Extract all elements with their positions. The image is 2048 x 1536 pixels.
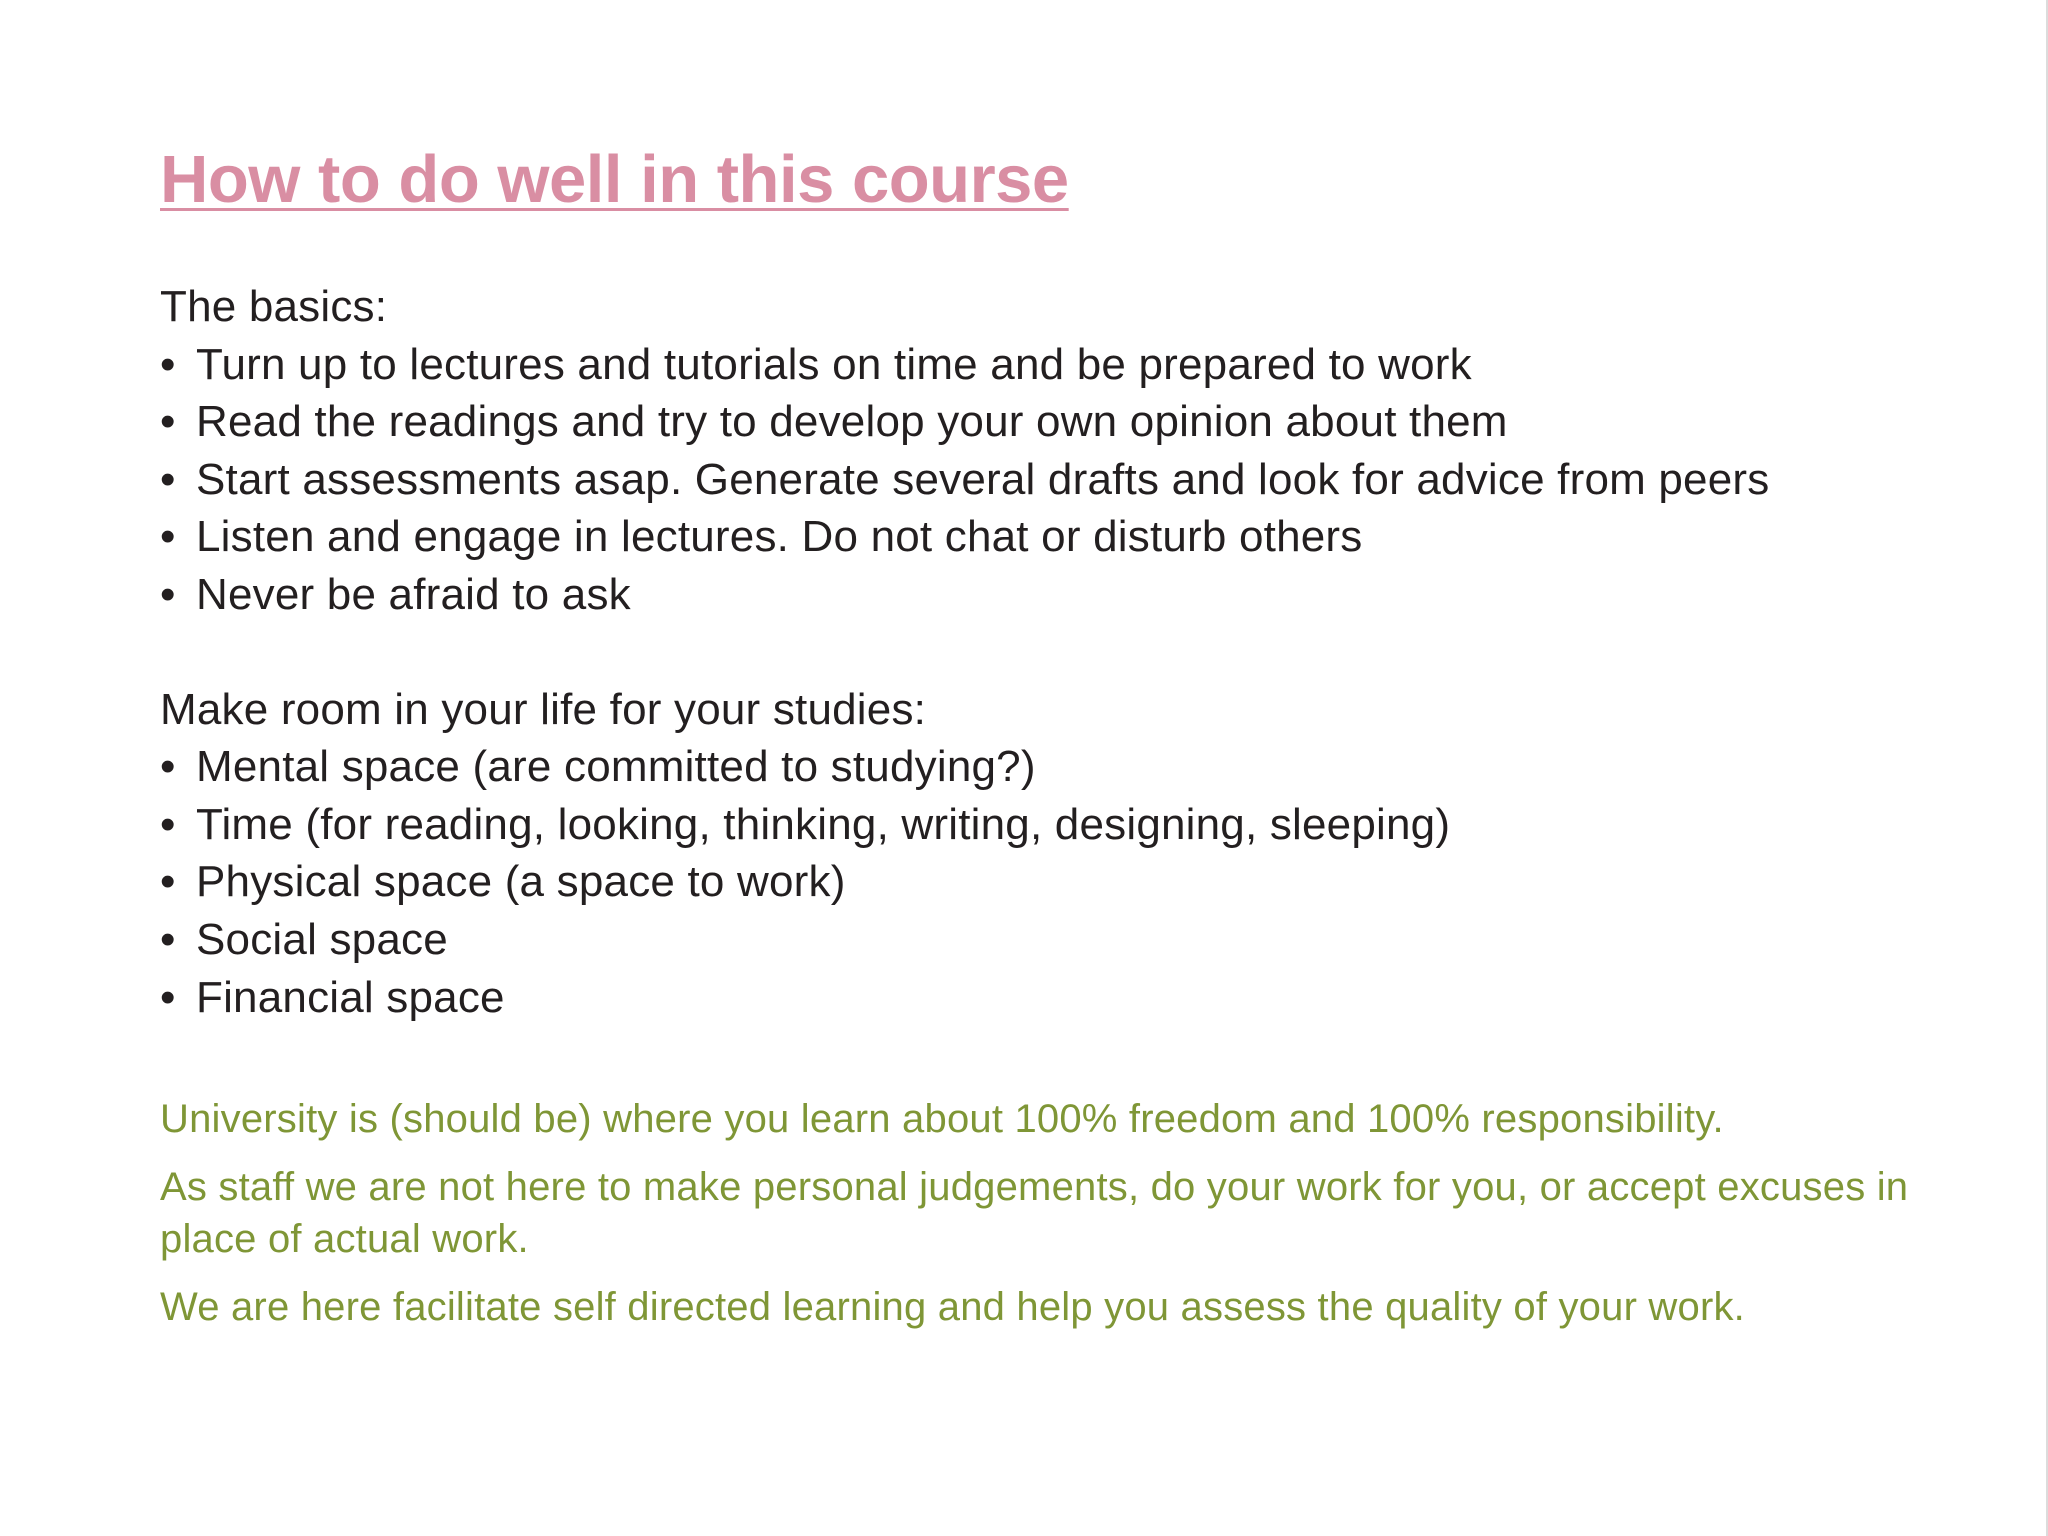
list-item-text: Physical space (a space to work) (196, 857, 846, 907)
statement-paragraph: As staff we are not here to make personal judgements, do your work for you, or accept excuses in place of actual work. (160, 1165, 1909, 1262)
list-item-text: Mental space (are committed to studying?) (196, 742, 1036, 792)
bullet-icon: • (160, 799, 176, 849)
list-item-text: Social space (196, 914, 448, 964)
bullet-icon: • (160, 742, 176, 792)
bullet-icon: • (160, 512, 176, 562)
list-item (160, 969, 1980, 1027)
bullet-icon: • (160, 339, 176, 389)
slide-title: How to do well in this course (160, 142, 1069, 217)
statements-block (160, 1093, 1980, 1333)
room-heading: Make room in your life for your studies: (160, 684, 927, 734)
bullet-icon: • (160, 569, 176, 619)
list-item-text: Financial space (196, 972, 505, 1022)
list-item-text: Read the readings and try to develop your own opinion about them (196, 397, 1508, 447)
list-item (160, 911, 1980, 969)
bullet-icon: • (160, 972, 176, 1022)
list-item (160, 738, 1980, 796)
list-item (160, 393, 1980, 451)
list-item (160, 853, 1980, 911)
basics-heading: The basics: (160, 282, 388, 331)
list-item-text: Never be afraid to ask (196, 569, 631, 619)
list-item (160, 336, 1980, 394)
list-item (160, 508, 1980, 566)
list-item (160, 451, 1980, 509)
list-item-text: Turn up to lectures and tutorials on time and be prepared to work (196, 339, 1472, 389)
basics-list (160, 336, 1980, 624)
basics-section (160, 278, 1980, 624)
list-item-text: Time (for reading, looking, thinking, writing, designing, sleeping) (196, 799, 1451, 849)
list-item-text: Start assessments asap. Generate several drafts and look for advice from peers (196, 454, 1770, 504)
list-item (160, 566, 1980, 624)
bullet-icon: • (160, 914, 176, 964)
slide-content (160, 138, 1980, 1349)
bullet-icon: • (160, 397, 176, 447)
statement-paragraph: University is (should be) where you learn about 100% freedom and 100% responsibility. (160, 1097, 1724, 1142)
statement-paragraph: We are here facilitate self directed learning and help you assess the quality of your work. (160, 1285, 1745, 1330)
list-item (160, 796, 1980, 854)
list-item-text: Listen and engage in lectures. Do not chat or disturb others (196, 512, 1363, 562)
bullet-icon: • (160, 857, 176, 907)
room-section (160, 681, 1980, 1027)
room-list (160, 738, 1980, 1026)
bullet-icon: • (160, 454, 176, 504)
